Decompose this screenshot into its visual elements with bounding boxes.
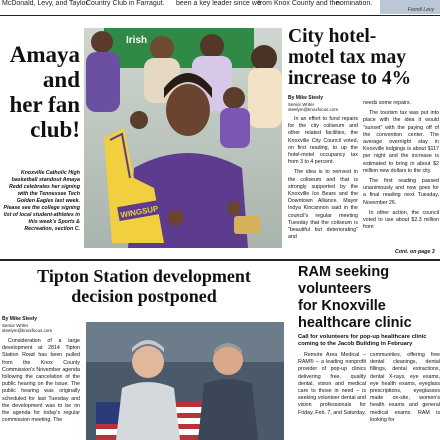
amaya-caption: Knoxville Catholic High basketball standout Amaya Redd celebrates her signing with the Tennessee Tech Golden Eagles last week. Please see the college signing list of local student-athletes in this week's Sports & Recreation, section C.	[3, 170, 80, 232]
paragraph: In an effort to fund repairs for the city coliseum and other related facilities, the Knoxville City Council voted, on first reading, to up the hotel-motel occupancy tax from 3 to 4 percent.	[288, 116, 358, 166]
top-photo	[380, 0, 440, 14]
top-strip	[0, 0, 440, 14]
section-divider	[0, 259, 440, 261]
ram-col-2: communities, offering free dental cleanings, dental fillings, dental extractions, dental X-rays, eye exams, eye health exams, eyeglass prescriptions, eyeglasses made on-site, women's health exams and general medical exams. RAM is looking for	[370, 352, 440, 423]
hotel-tax-headline	[288, 26, 438, 89]
hotel-col-2	[363, 100, 439, 248]
tipton-byline	[2, 316, 72, 334]
strip-text-1: McDonald, Levy, and Taylor	[2, 0, 88, 7]
tipton-headline	[0, 266, 288, 306]
byline-email: steelym@knoxfocus.com	[288, 107, 339, 112]
paragraph: In other action, the council voted to use about $2.3 million from	[363, 209, 439, 231]
tipton-body: Consideration of a large development at 2814 Tipton Station Road has been pulled from the Knox County Commission's November agenda following the cancelation of the public hearing on the issue. The public hearing was originally scheduled for last Tuesday and the development was to be on the agenda for today's regular commission meeting. The	[2, 338, 80, 424]
tipton-photo-illustration	[86, 322, 284, 440]
amaya-headline-line: club!	[30, 117, 80, 142]
amaya-photo	[84, 28, 282, 248]
ram-subhead: Call for volunteers for pop-up healthcare clinic coming to the Jacob Building in February	[298, 334, 427, 347]
byline-title: Senior Writer	[2, 322, 29, 328]
ram-headline	[298, 264, 440, 332]
byline-name: By Mike Steely	[2, 316, 38, 322]
paragraph: The first reading passed unanimously and now goes for a final reading next Tuesday, November 26.	[363, 178, 439, 206]
banner-text: Irish	[126, 35, 148, 46]
strip-text-5: nomination.	[336, 0, 373, 7]
ram-headline-line: volunteers	[298, 281, 372, 297]
hotel-headline-line: motel tax may	[288, 47, 407, 68]
paragraph: The idea is to reinvest in the coliseum and that is strongly supported by the Knoxville Ice Bears and the Downtown Alliance. Mayor Indya Kincannon said in the council's regular meeting Tuesday that the coliseum is "beautiful but deteriorating" and	[288, 169, 358, 241]
amaya-photo-illustration	[84, 28, 282, 248]
ram-col-1: Remote Area Medical – RAM® – a leading nonprofit provider of pop-up clinics delivering free, quality dental, vision and medical care to those in need – is seeking volunteer dental and vision professionals for Friday, Feb. 7, and Saturday,	[298, 352, 366, 416]
amaya-headline	[2, 42, 80, 142]
hotel-col-1	[288, 116, 358, 256]
ram-headline-line: for Knoxville	[298, 298, 386, 314]
tipton-photo	[86, 322, 284, 440]
byline-email: steelym@knoxfocus.com	[2, 328, 53, 333]
amaya-headline-line: and	[42, 67, 80, 92]
hotel-byline	[288, 95, 358, 113]
ram-headline-line: RAM seeking	[298, 264, 390, 280]
hotel-headline-line: increase to 4%	[288, 68, 412, 89]
top-divider	[0, 15, 440, 16]
ram-headline-line: healthcare clinic	[298, 315, 412, 331]
amaya-headline-line: Amaya	[9, 42, 80, 67]
strip-text-4: from Knox County and the	[258, 0, 340, 7]
byline-title: Senior Writer	[288, 101, 315, 107]
strip-text-3: been a key leader since we	[176, 0, 261, 7]
amaya-headline-line: her fan	[9, 92, 80, 117]
tipton-headline-line: decision postponed	[71, 286, 217, 306]
hotel-headline-line: City hotel-	[288, 26, 377, 47]
paragraph: needs some repairs.	[363, 100, 411, 106]
continued-link[interactable]: Cont. on page 3	[395, 249, 435, 255]
strip-text-2: Country Club in Farragut.	[86, 0, 165, 7]
paragraph: The tourism tax was put into place with the idea it would "sunset" with the paying off of the convention center. The average overnight stay in Knoxville lodgings is about $117 per night and the increase is estimated to bring in about $2 million new dollars to the city.	[363, 110, 439, 174]
tipton-headline-line: Tipton Station development	[37, 266, 251, 286]
photo-credit: Farrell Levy	[407, 7, 434, 13]
byline-name: By Mike Steely	[288, 95, 324, 101]
foam-hand-text: WINGSUP	[119, 204, 160, 220]
